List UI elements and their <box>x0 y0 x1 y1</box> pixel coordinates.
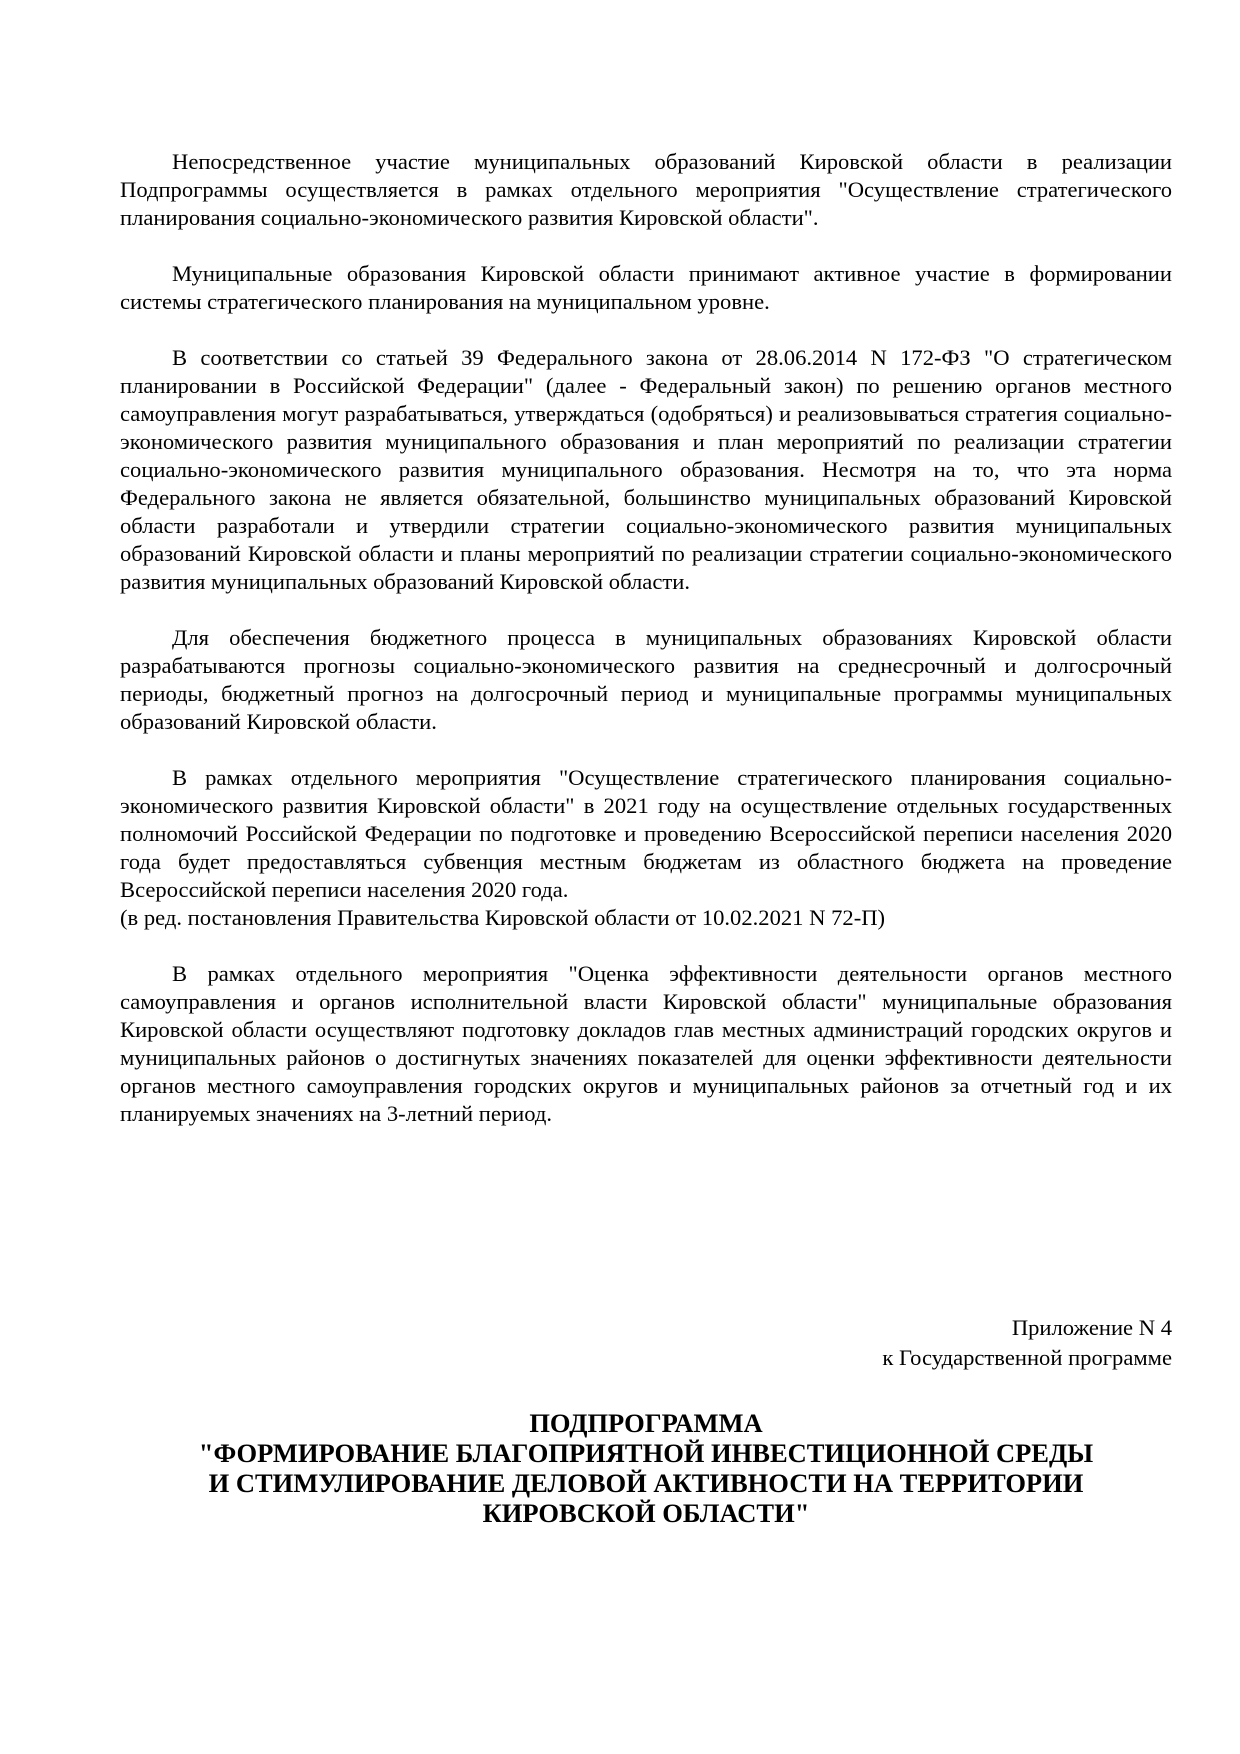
appendix-target: к Государственной программе <box>882 1345 1172 1370</box>
subprogram-title-line-1: ПОДПРОГРАММА <box>529 1408 763 1438</box>
paragraph-budget-process: Для обеспечения бюджетного процесса в муниципальных образованиях Кировской области разрабатываются прогнозы социально-экономического развития на среднесрочный и долгосрочный периоды, бюджетный прогноз на долгосрочный период и муниципальные программы муниципальных образований Кировской области. <box>120 625 1172 734</box>
document-body <box>120 148 1172 1156</box>
appendix-number: Приложение N 4 <box>1011 1315 1172 1340</box>
amendment-note: (в ред. постановления Правительства Кировской области от 10.02.2021 N 72-П) <box>120 905 886 930</box>
paragraph-municipal-participation: Непосредственное участие муниципальных образований Кировской области в реализации Подпрограммы осуществляется в рамках отдельного мероприятия "Осуществление стратегического планирования социально-экономического развития Кировской области". <box>120 149 1172 230</box>
subprogram-title <box>120 1408 1172 1528</box>
subprogram-title-line-2: "ФОРМИРОВАНИЕ БЛАГОПРИЯТНОЙ ИНВЕСТИЦИОННОЙ СРЕДЫ <box>198 1438 1094 1468</box>
subprogram-title-line-3: И СТИМУЛИРОВАНИЕ ДЕЛОВОЙ АКТИВНОСТИ НА ТЕРРИТОРИИ <box>208 1468 1084 1498</box>
paragraph-strategic-planning-system: Муниципальные образования Кировской области принимают активное участие в формировании системы стратегического планирования на муниципальном уровне. <box>120 261 1172 314</box>
paragraph-census-subvention: В рамках отдельного мероприятия "Осуществление стратегического планирования социально-экономического развития Кировской области" в 2021 году на осуществление отдельных государственных полномочий Российской Федерации по подготовке и проведению Всероссийской переписи населения 2020 года будет предоставляться субвенция местным бюджетам из областного бюджета на проведение Всероссийской переписи населения 2020 года. <box>120 765 1172 902</box>
appendix-reference <box>882 1313 1172 1373</box>
paragraph-federal-law-172: В соответствии со статьей 39 Федерального закона от 28.06.2014 N 172-ФЗ "О стратегическом планировании в Российской Федерации" (далее - Федеральный закон) по решению органов местного самоуправления могут разрабатываться, утверждаться (одобряться) и реализовываться стратегия социально-экономического развития муниципального образования и план мероприятий по реализации стратегии социально-экономического развития муниципального образования. Несмотря на то, что эта норма Федерального закона не является обязательной, большинство муниципальных образований Кировской области разработали и утвердили стратегии социально-экономического развития муниципальных образований Кировской области и планы мероприятий по реализации стратегии социально-экономического развития муниципальных образований Кировской области. <box>120 345 1172 594</box>
subprogram-title-line-4: КИРОВСКОЙ ОБЛАСТИ" <box>482 1498 810 1528</box>
paragraph-efficiency-evaluation: В рамках отдельного мероприятия "Оценка эффективности деятельности органов местного самоуправления и органов исполнительной власти Кировской области" муниципальные образования Кировской области осуществляют подготовку докладов глав местных администраций городских округов и муниципальных районов о достигнутых значениях показателей для оценки эффективности деятельности органов местного самоуправления городских округов и муниципальных районов за отчетный год и их планируемых значениях на 3-летний период. <box>120 961 1172 1126</box>
